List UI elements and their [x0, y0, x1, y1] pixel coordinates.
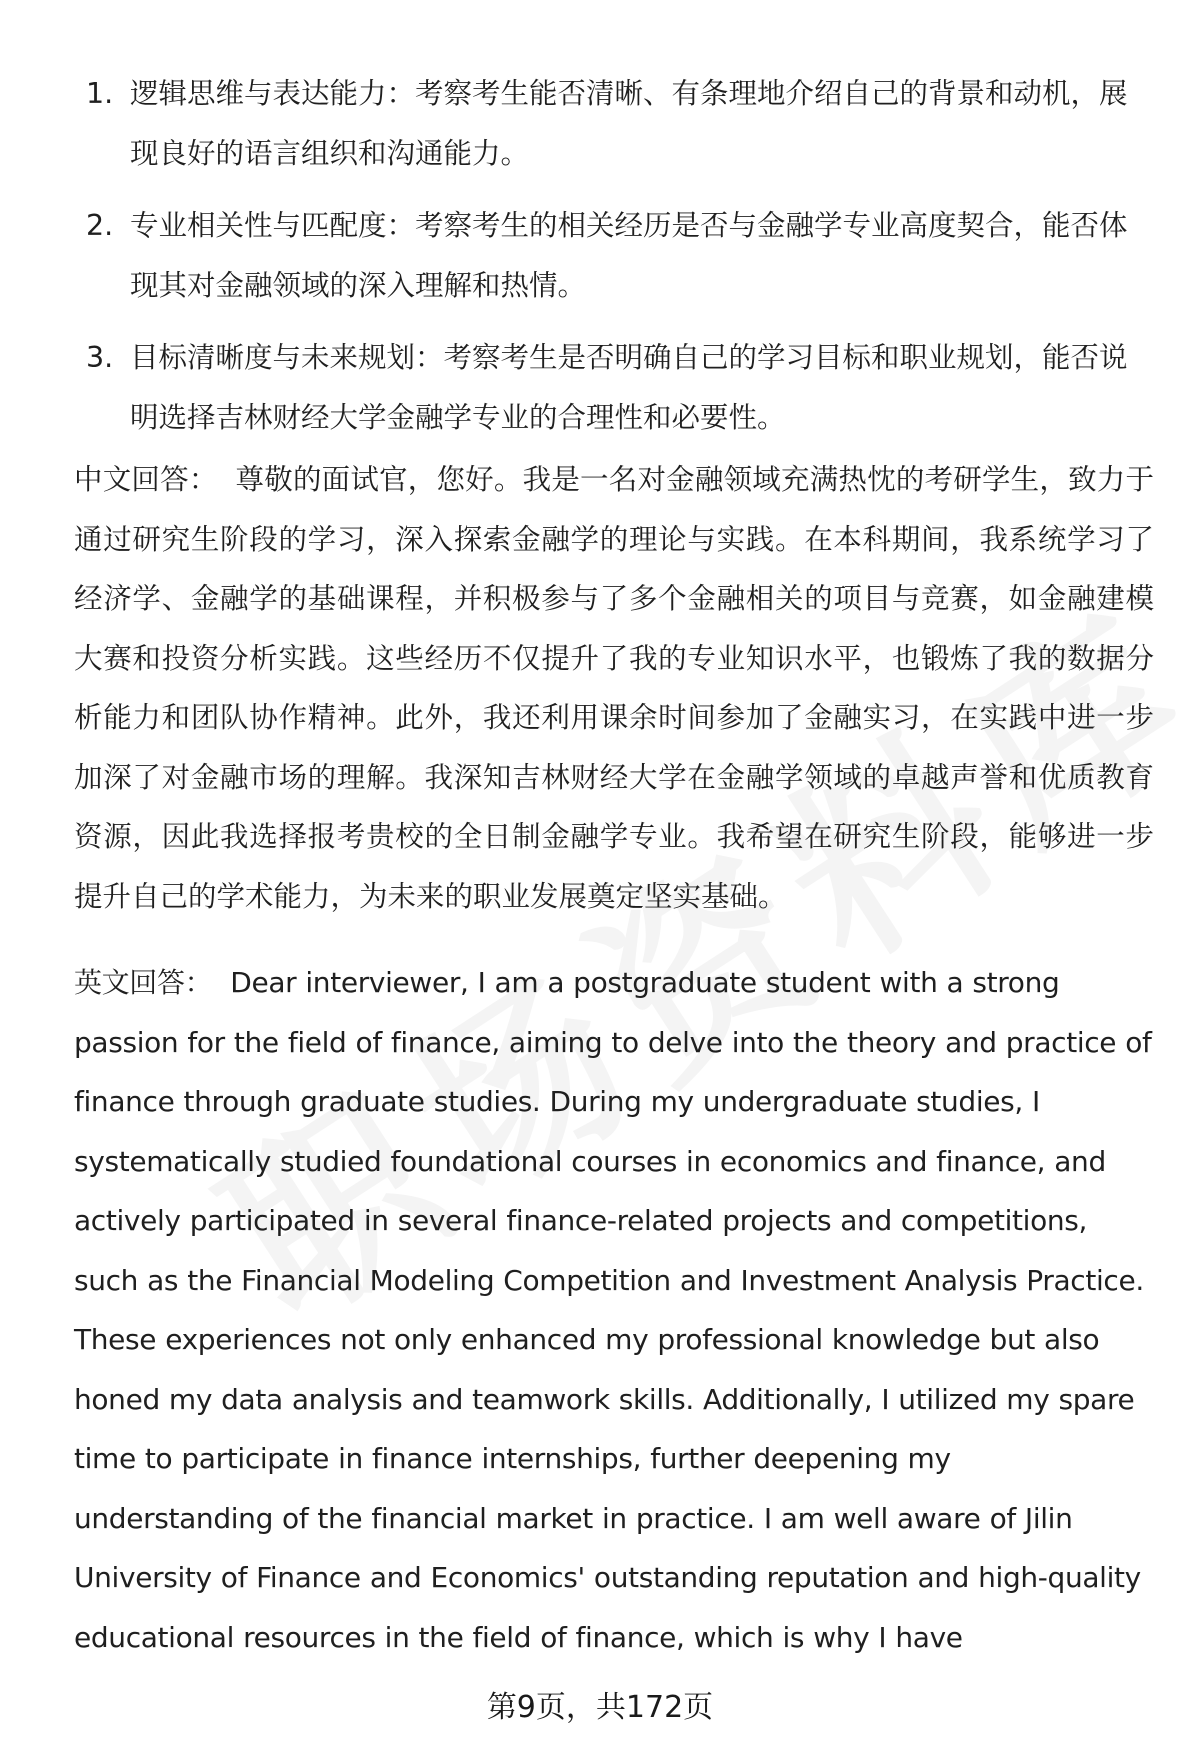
chinese-answer-paragraph	[74, 450, 1154, 926]
criteria-item	[80, 64, 1160, 184]
english-answer-label: 英文回答：	[74, 966, 213, 999]
criteria-number: 3.	[86, 341, 114, 374]
criteria-number: 1.	[86, 77, 114, 110]
evaluation-criteria-list	[80, 64, 1160, 460]
criteria-text: 逻辑思维与表达能力：考察考生能否清晰、有条理地介绍自己的背景和动机，展现良好的语言组织和沟通能力。	[130, 77, 1128, 170]
criteria-text: 目标清晰度与未来规划：考察考生是否明确自己的学习目标和职业规划，能否说明选择吉林财经大学金融学专业的合理性和必要性。	[130, 341, 1128, 434]
chinese-answer-text: 尊敬的面试官，您好。我是一名对金融领域充满热忱的考研学生，致力于通过研究生阶段的学习，深入探索金融学的理论与实践。在本科期间，我系统学习了经济学、金融学的基础课程，并积极参与了多个金融相关的项目与竞赛，如金融建模大赛和投资分析实践。这些经历不仅提升了我的专业知识水平，也锻炼了我的数据分析能力和团队协作精神。此外，我还利用课余时间参加了金融实习，在实践中进一步加深了对金融市场的理解。我深知吉林财经大学在金融学领域的卓越声誉和优质教育资源，因此我选择报考贵校的全日制金融学专业。我希望在研究生阶段，能够进一步提升自己的学术能力，为未来的职业发展奠定坚实基础。	[74, 463, 1154, 913]
english-answer-text: Dear interviewer, I am a postgraduate student with a strong passion for the field of finance, aiming to delve into the theory and practice of finance through graduate studies. During my undergraduate studies, I systematically studied foundational courses in economics and finance, and actively participated in several finance-related projects and competitions, such as the Financial Modeling Competition and Investment Analysis Practice. These experiences not only enhanced my professional knowledge but also honed my data analysis and teamwork skills. Additionally, I utilized my spare time to participate in finance internships, further deepening my understanding of the financial market in practice. I am well aware of Jilin University of Finance and Economics' outstanding reputation and high-quality educational resources in the field of finance, which is why I have	[74, 966, 1152, 1654]
criteria-item	[80, 328, 1160, 448]
criteria-item	[80, 196, 1160, 316]
english-answer-paragraph	[74, 953, 1154, 1667]
criteria-text: 专业相关性与匹配度：考察考生的相关经历是否与金融学专业高度契合，能否体现其对金融领域的深入理解和热情。	[130, 209, 1128, 302]
chinese-answer-label: 中文回答：	[74, 463, 218, 496]
page-number-footer: 第9页，共172页	[486, 1690, 714, 1725]
criteria-number: 2.	[86, 209, 114, 242]
